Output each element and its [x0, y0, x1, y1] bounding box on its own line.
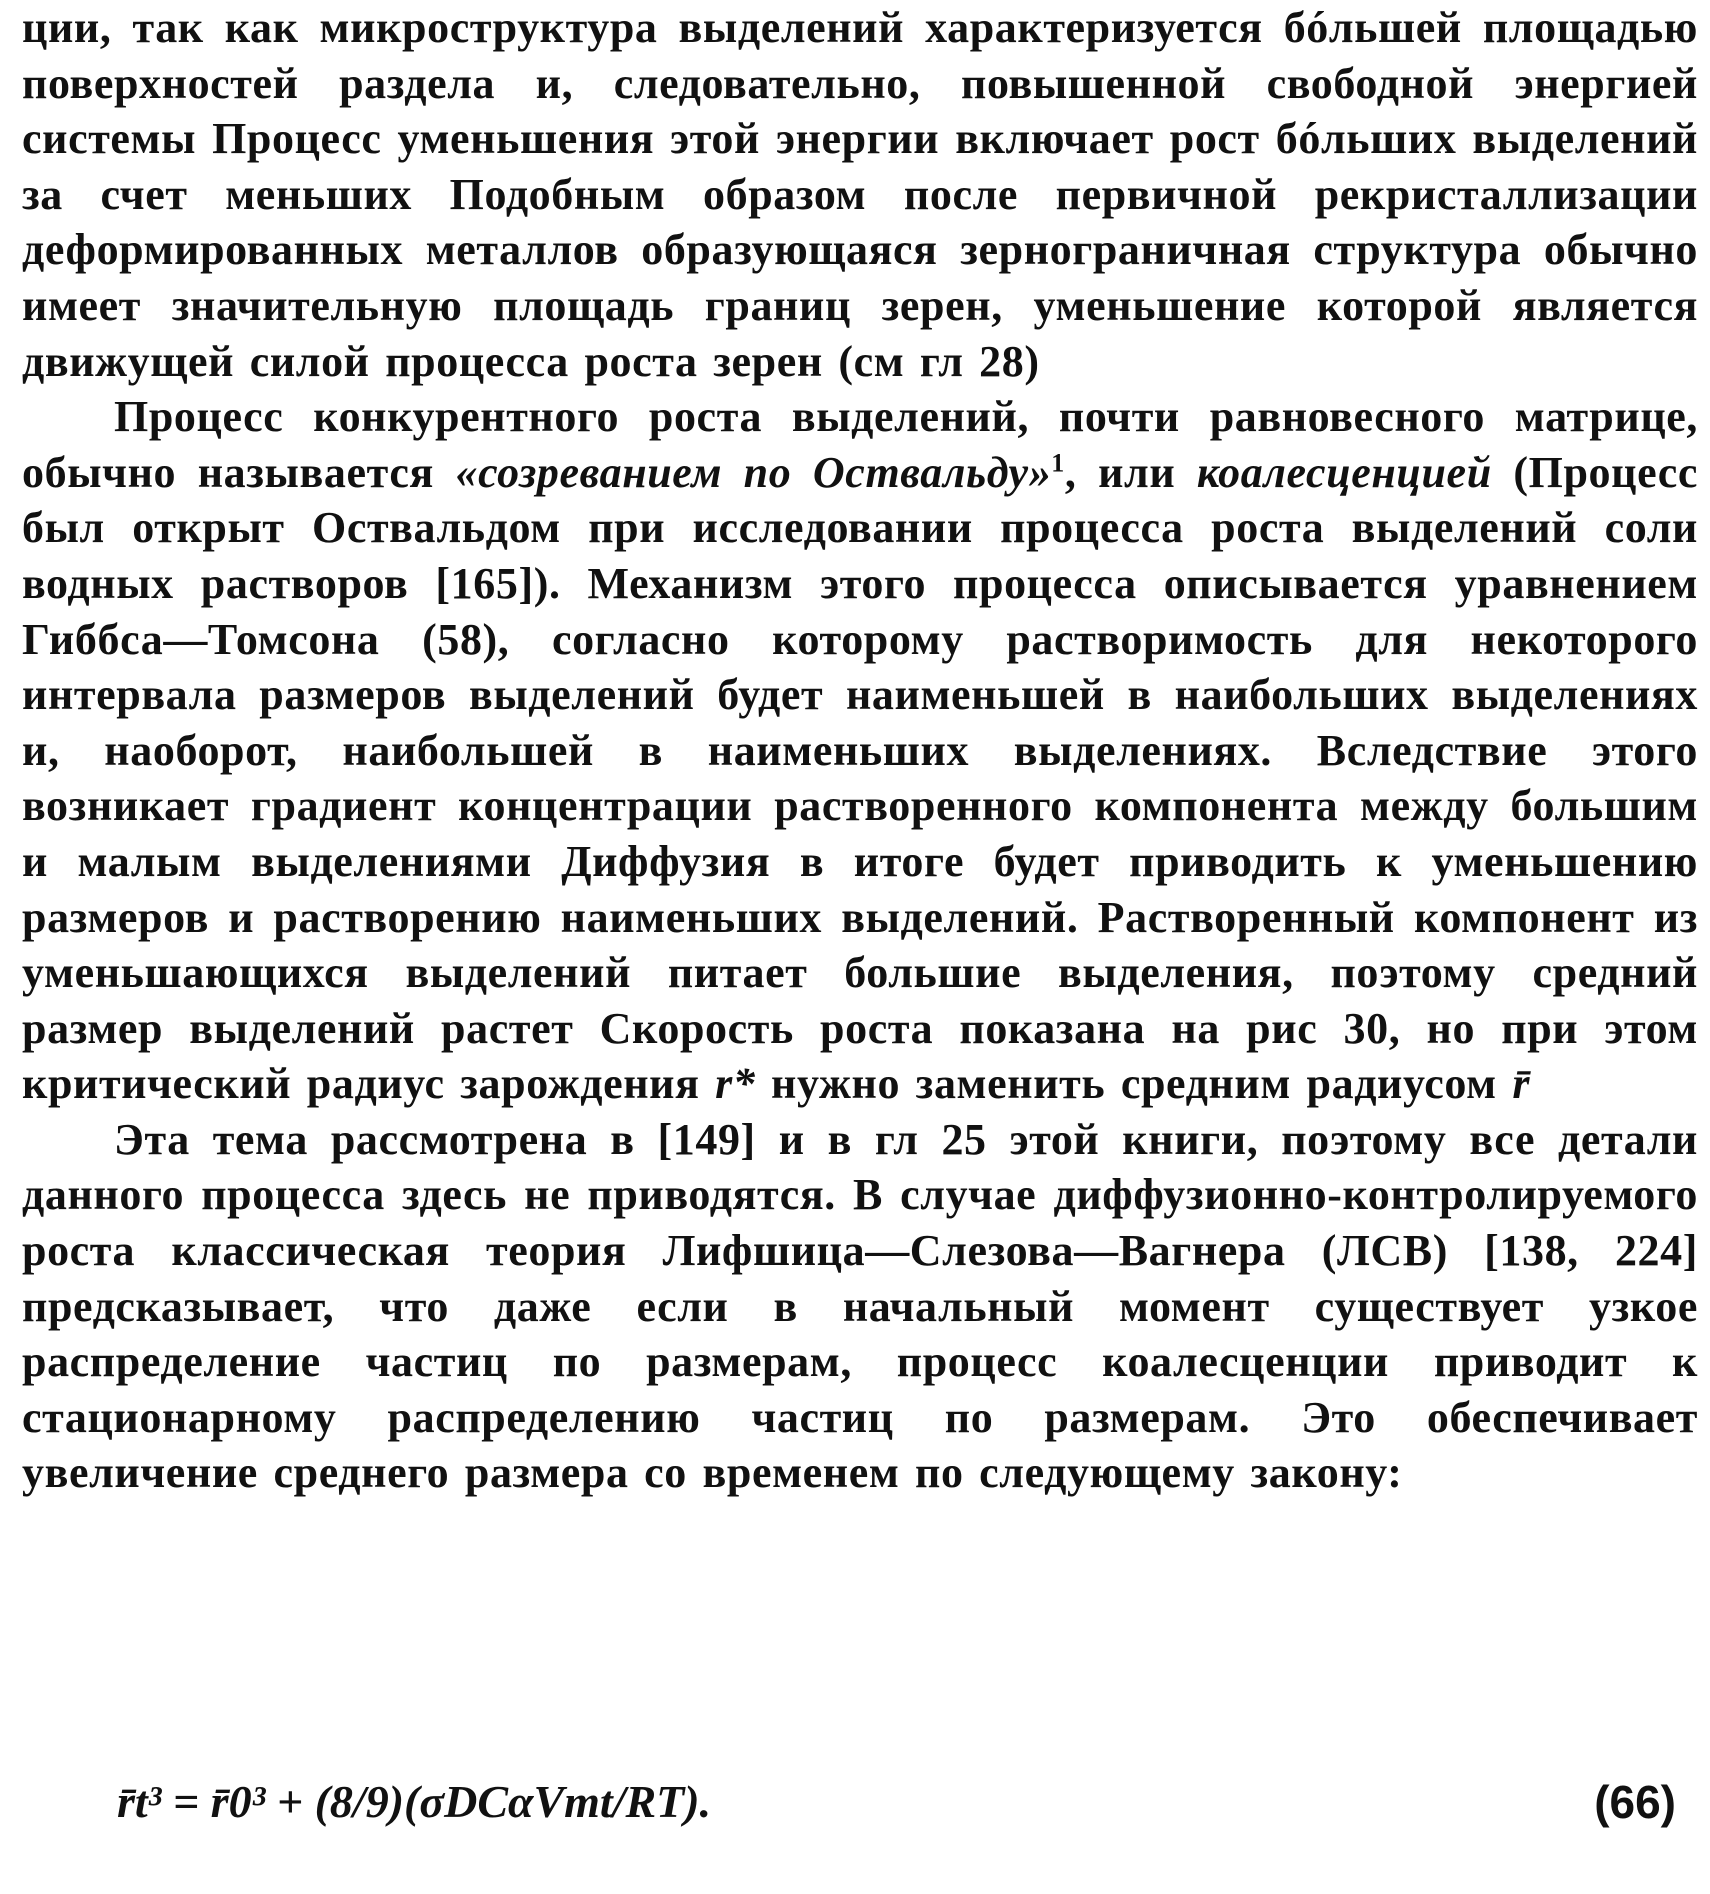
paragraph-1: [22, 0, 1698, 389]
paragraph-2-text-c: (Процесс был открыт Оствальдом при исследовании процесса роста выделений соли водных растворов [165]). Механизм этого процесса описывается уравнением Гиббса—Томсона (58), согласно которому растворимость для некоторого интервала размеров выделений будет наименьшей в наибольших выделениях и, наоборот, наибольшей в наименьших выделениях. Вследствие этого возникает градиент концентрации растворенного компонента между большим и малым выделениями Диффузия в итоге будет приводить к уменьшению размеров и растворению наименьших выделений. Растворенный компонент из уменьшающихся выделений питает большие выделения, поэтому средний размер выделений растет Скорость роста показана на рис 30, но при этом критический радиус зарождения: [22, 447, 1698, 1109]
equation-number: (66): [1594, 1776, 1676, 1828]
footnote-marker: 1: [1051, 448, 1065, 478]
equation-66: [22, 1775, 1698, 1845]
paragraph-2-text-a: Процесс конкурентного роста выделений, почти равновесного матрице, обычно называется: [22, 392, 1698, 497]
symbol-mean-radius: r̄: [1512, 1059, 1531, 1109]
paragraph-2-text-d: нужно заменить средним радиусом: [755, 1059, 1513, 1109]
equation-formula: r̄t³ = r̄0³ + (8/9)(σDCαVmt/RT).: [117, 1776, 712, 1827]
term-ostwald-ripening: «созреванием по Оствальду»: [455, 447, 1052, 497]
term-coalescence: коалесценцией: [1196, 447, 1492, 497]
paragraph-3-text: Эта тема рассмотрена в [149] и в гл 25 этой книги, поэтому все детали данного процесса здесь не приводятся. В случае диффузионно-контролируемого роста классическая теория Лифшица—Слезова—Вагнера (ЛСВ) [138, 224] предсказывает, что даже если в начальный момент существует узкое распределение частиц по размерам, процесс коалесценции приводит к стационарному распределению частиц по размерам. Это обеспечивает увеличение среднего размера со временем по следующему закону:: [22, 1114, 1698, 1498]
document-page: [22, 0, 1698, 1894]
paragraph-1-text: ции, так как микроструктура выделений характеризуется бóльшей площадью поверхностей раздела и, следовательно, повышенной свободной энергией системы Процесс уменьшения этой энергии включает рост бóльших выделений за счет меньших Подобным образом после первичной рекристаллизации деформированных металлов образующаяся зернограничная структура обычно имеет значительную площадь границ зерен, уменьшение которой является движущей силой процесса роста зерен (см гл 28): [22, 3, 1698, 386]
paragraph-2-text-b: , или: [1064, 447, 1197, 497]
paragraph-3: [22, 1112, 1698, 1501]
paragraph-2: [22, 389, 1698, 1112]
symbol-critical-radius: r*: [715, 1059, 756, 1109]
